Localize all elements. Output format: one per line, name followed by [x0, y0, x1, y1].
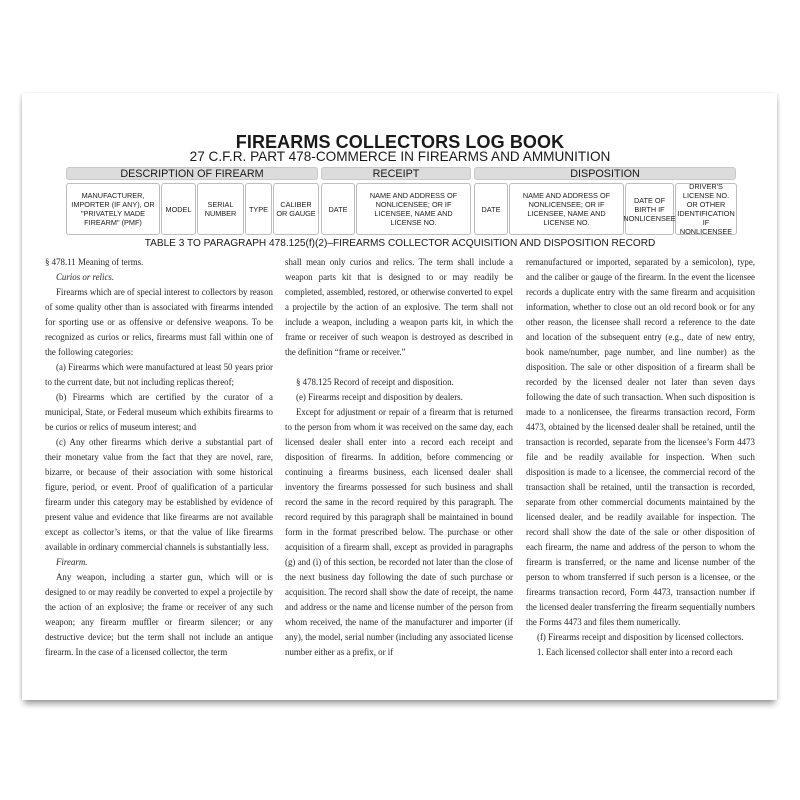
section-heading-478-125: § 478.125 Record of receipt and disposition.	[296, 377, 454, 387]
column-header-receipt-date: DATE	[321, 183, 355, 235]
column-header-drivers-license: DRIVER'S LICENSE NO. OR OTHER IDENTIFICATION IF NONLICENSEE	[675, 183, 737, 235]
section-header-description: DESCRIPTION OF FIREARM	[66, 167, 318, 180]
column-header-caliber: CALIBER OR GAUGE	[273, 183, 319, 235]
paragraph: 1. Each licensed collector shall enter into a record each	[537, 647, 733, 657]
text-column-2	[285, 255, 513, 660]
page-title: FIREARMS COLLECTORS LOG BOOK	[235, 132, 565, 152]
paragraph: Firearms which are of special interest to collectors by reason of some quality other than is associated with firearms intended for sporting use or as offensive or defensive weapons. To be recognized as curios or relics, firearms must fall within one of the following categories:	[45, 287, 273, 357]
section-header-receipt: RECEIPT	[321, 167, 471, 180]
paragraph: Any weapon, including a starter gun, which will or is designed to or may readily be converted to expel a projectile by the action of an explosive; the frame or receiver of any such weapon; any firearm muffler or firearm silencer; or any destructive device; but the term shall not include an antique firearm. In the case of a licensed collector, the term	[45, 572, 273, 657]
column-header-serial-number: SERIAL NUMBER	[197, 183, 244, 235]
paragraph: remanufactured or imported, separated by a semicolon), type, and the caliber or gauge of the firearm. In the event the licensee records a duplicate entry with the same firearm and acquisition information, whether to close out an old record book or for any other reason, the licensee shall record a reference to the date and location of the subsequent entry (e.g., date of new entry, book name/number, page number, and line number) as the disposition. The sale or other disposition of a firearm shall be recorded by the licensed dealer not later than seven days following the date of such transaction. When such disposition is made to a nonlicensee, the firearms transaction record, Form 4473, obtained by the licensed dealer shall be retained, until the transaction is recorded, separate from the licensee’s Form 4473 file and be readily available for inspection. When such disposition is made to a licensee, the commercial record of the transaction shall be retained, until the transaction is recorded, separate from other commercial documents maintained by the licensed dealer, and be readily available for inspection. The record shall show the date of the sale or other disposition of each firearm, the name and address of the person to whom the firearm is transferred, or the name and license number of the person to whom transferred if such person is a licensee, or the firearms transaction record, Form 4473, transaction number if the licensed dealer transferring the firearm sequentially numbers the Forms 4473 and files them numerically.	[526, 257, 755, 627]
paragraph: (b) Firearms which are certified by the curator of a municipal, State, or Federal museum which exhibits firearms to be curios or relics of museum interest; and	[45, 392, 273, 432]
table-caption: TABLE 3 TO PARAGRAPH 478.125(f)(2)–FIREARMS COLLECTOR ACQUISITION AND DISPOSITION RECORD	[144, 238, 656, 249]
column-header-manufacturer: MANUFACTURER, IMPORTER (IF ANY), OR "PRIVATELY MADE FIREARM" (PMF)	[66, 183, 160, 235]
column-header-type: TYPE	[245, 183, 272, 235]
column-header-receipt-name: NAME AND ADDRESS OF NONLICENSEE; OR IF LICENSEE, NAME AND LICENSE NO.	[356, 183, 471, 235]
column-header-date-of-birth: DATE OF BIRTH IF NONLICENSEE	[625, 183, 674, 235]
paragraph: Except for adjustment or repair of a firearm that is returned to the person from whom it was received on the same day, each licensed dealer shall enter into a record each receipt and disposition of firearms. In addition, before commencing or continuing a firearms business, each licensed dealer shall inventory the firearms possessed for such business and shall record the same in the record required by this paragraph. The record required by this paragraph shall be maintained in bound form in the format prescribed below. The purchase or other acquisition of a firearm shall, except as provided in paragraphs (g) and (i) of this section, be recorded not later than the close of the next business day following the date of such purchase or acquisition. The record shall show the date of receipt, the name and address or the name and license number of the person from whom received, the name of the manufacturer and importer (if any), the model, serial number (including any associated license number either as a prefix, or if	[285, 407, 513, 657]
term-heading-curios: Curios or relics.	[56, 272, 115, 282]
column-header-disposition-date: DATE	[474, 183, 508, 235]
section-heading-478-11: § 478.11 Meaning of terms.	[45, 257, 144, 267]
subsection-heading-e: (e) Firearms receipt and disposition by dealers.	[296, 392, 463, 402]
paragraph: (a) Firearms which were manufactured at least 50 years prior to the current date, but not including replicas thereof;	[45, 362, 273, 387]
column-header-model: MODEL	[161, 183, 196, 235]
page-subtitle: 27 C.F.R. PART 478-COMMERCE IN FIREARMS AND AMMUNITION	[189, 149, 611, 164]
text-column-3	[526, 255, 755, 660]
column-header-disposition-name: NAME AND ADDRESS OF NONLICENSEE; OR IF LICENSEE, NAME AND LICENSE NO.	[509, 183, 624, 235]
text-column-1	[45, 255, 273, 660]
paragraph: shall mean only curios and relics. The term shall include a weapon parts kit that is designed to or may readily be completed, assembled, restored, or otherwise converted to expel a projectile by the action of an explosive. The term shall not include a weapon, including a weapon parts kit, in which the frame or receiver of such weapon is destroyed as described in the definition “frame or receiver.”	[285, 257, 513, 357]
term-heading-firearm: Firearm.	[56, 557, 88, 567]
paragraph: (c) Any other firearms which derive a substantial part of their monetary value from the fact that they are novel, rare, bizarre, or because of their association with some historical figure, period, or event. Proof of qualification of a particular firearm under this category may be established by evidence of present value and evidence that like firearms are not available except as collector’s items, or that the value of like firearms available in ordinary commercial channels is substantially less.	[45, 437, 273, 552]
subsection-heading-f: (f) Firearms receipt and disposition by licensed collectors.	[537, 632, 744, 642]
section-header-disposition: DISPOSITION	[474, 167, 736, 180]
